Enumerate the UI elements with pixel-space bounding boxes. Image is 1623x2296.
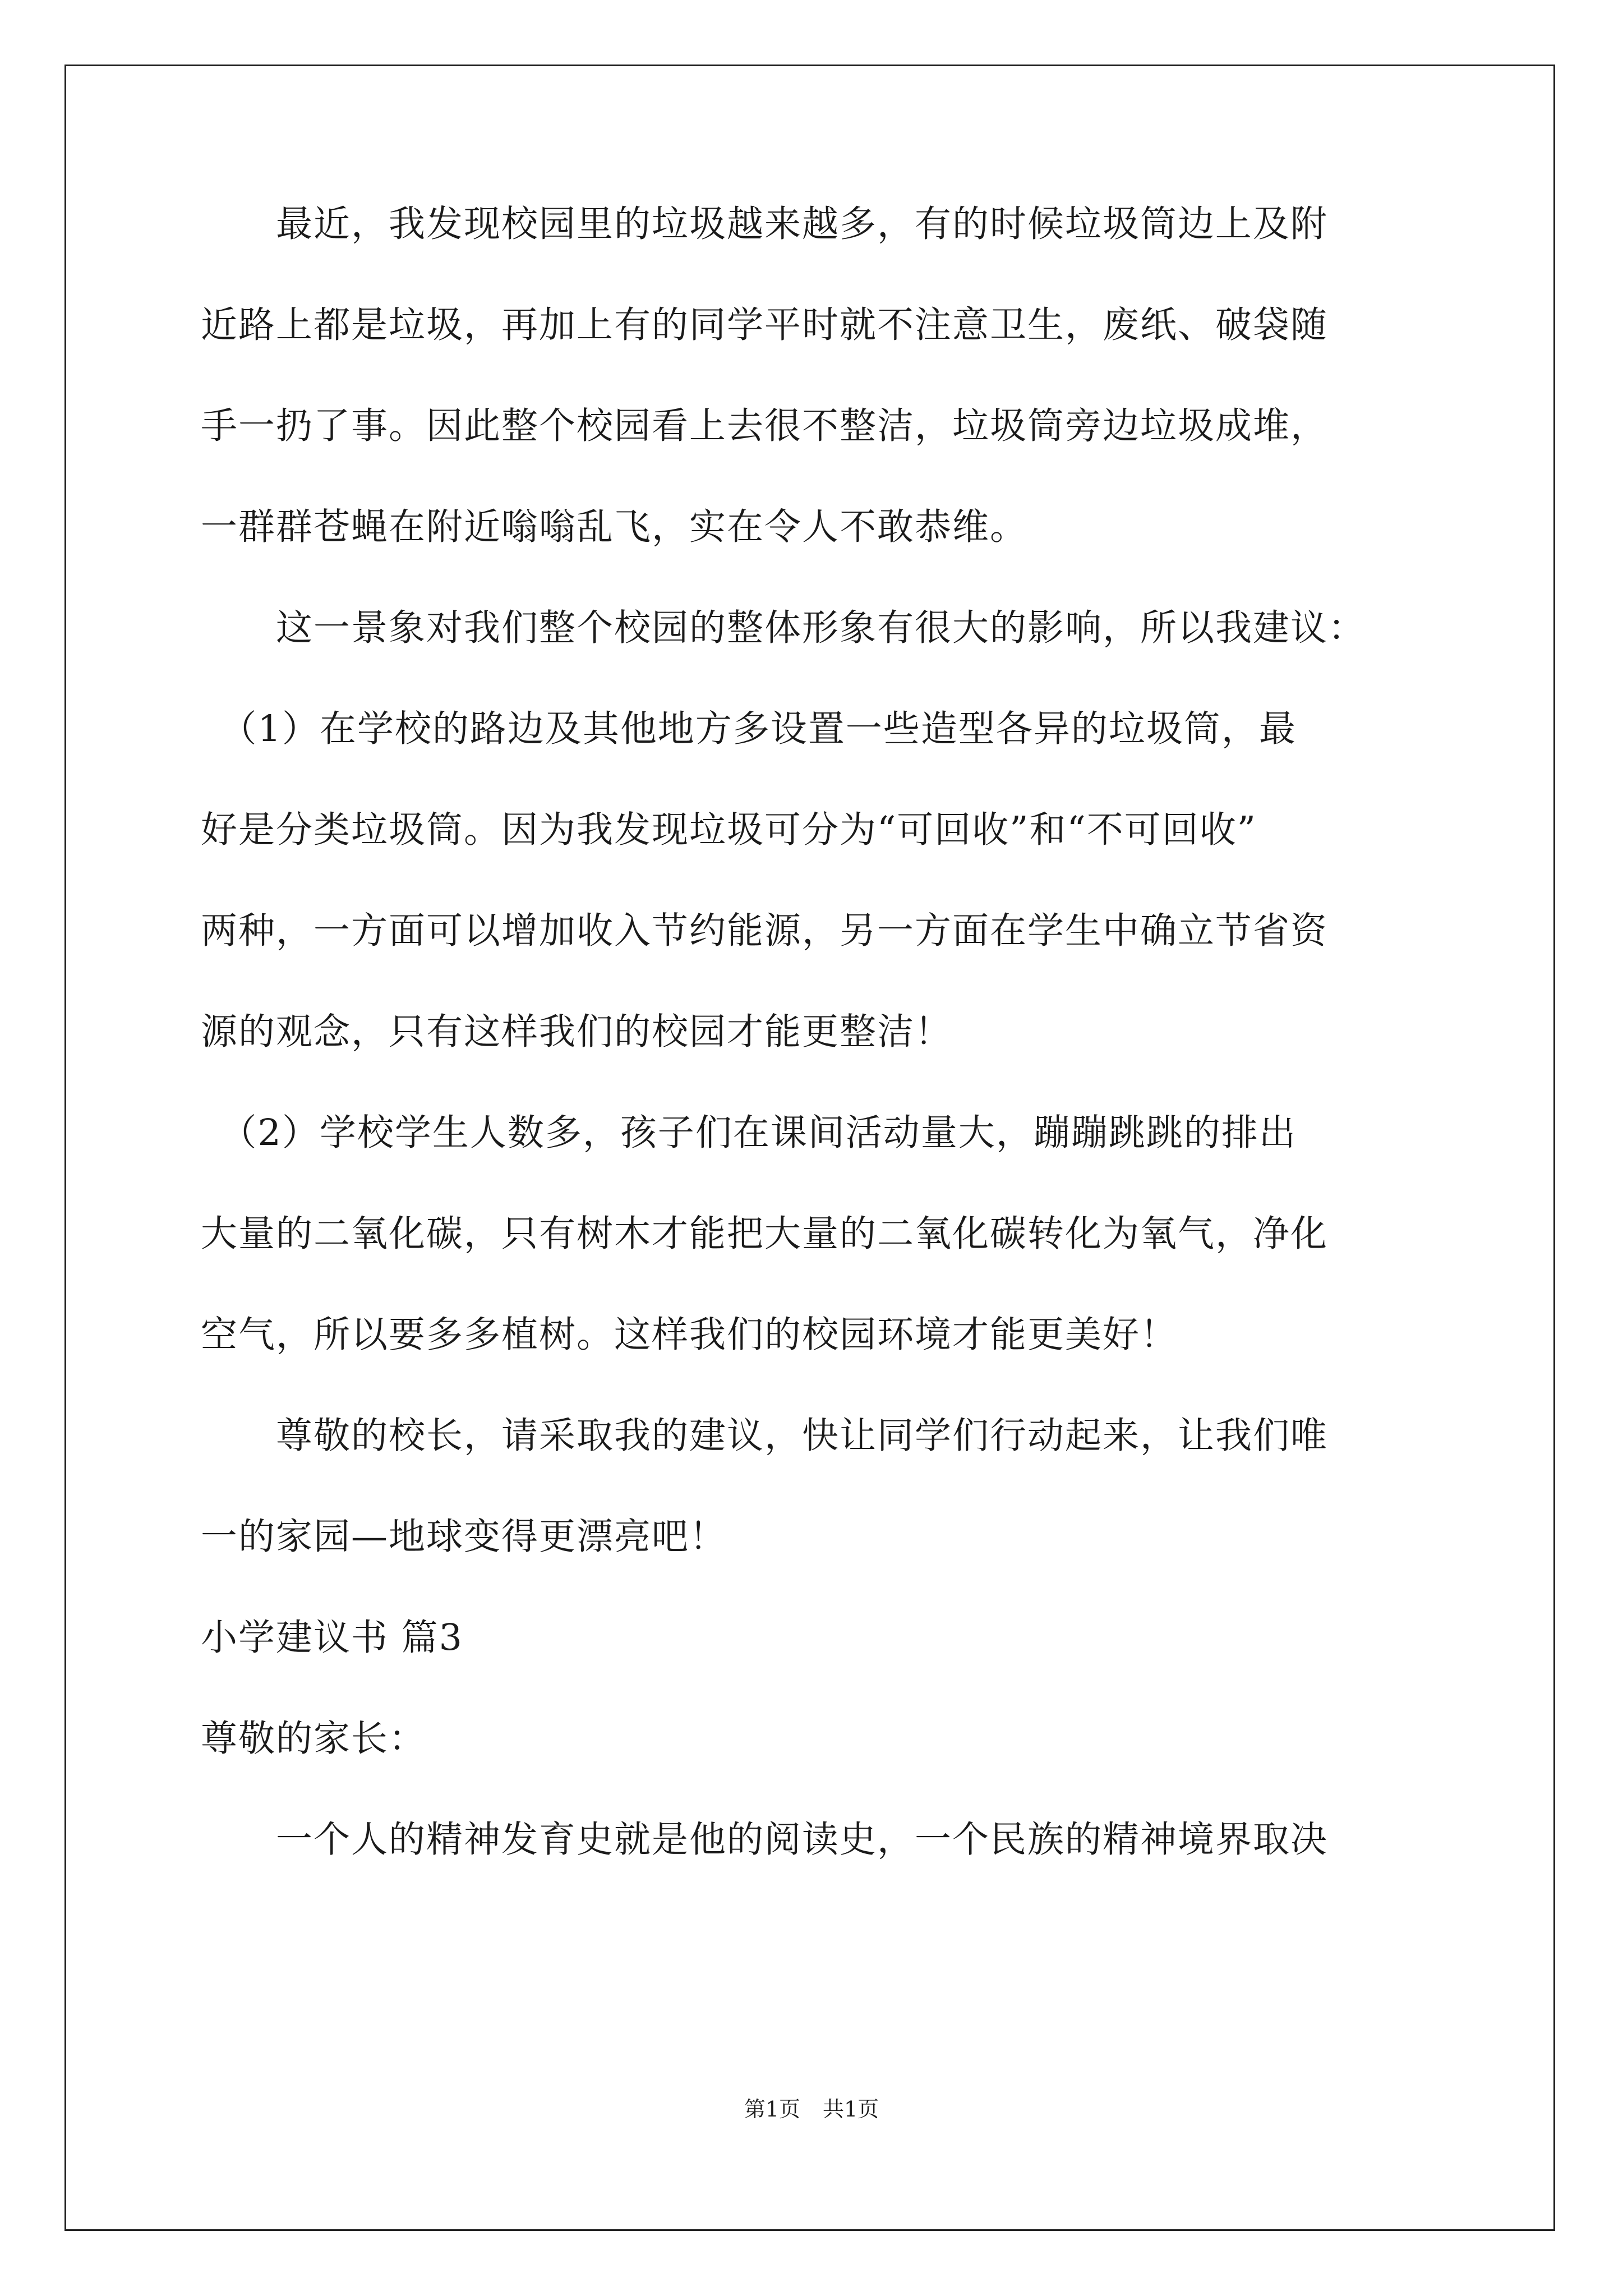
page-number: 第1页 xyxy=(744,2097,800,2122)
paragraph-line: 最近，我发现校园里的垃圾越来越多，有的时候垃圾筒边上及附 xyxy=(201,203,1329,245)
paragraph-line: 源的观念，只有这样我们的校园才能更整洁！ xyxy=(201,1011,953,1053)
page-footer xyxy=(0,2095,1623,2123)
paragraph-line: 一群群苍蝇在附近嗡嗡乱飞，实在令人不敢恭维。 xyxy=(201,506,1028,548)
paragraph-line: 空气，所以要多多植树。这样我们的校园环境才能更美好！ xyxy=(201,1314,1178,1356)
paragraph-line: 两种，一方面可以增加收入节约能源，另一方面在学生中确立节省资 xyxy=(201,910,1329,952)
salutation: 尊敬的家长： xyxy=(201,1718,427,1760)
paragraph-line: 这一景象对我们整个校园的整体形象有很大的影响，所以我建议： xyxy=(201,607,1366,649)
paragraph-line: （1）在学校的路边及其他地方多设置一些造型各异的垃圾筒，最 xyxy=(201,708,1297,750)
paragraph-line: （2）学校学生人数多，孩子们在课间活动量大，蹦蹦跳跳的排出 xyxy=(201,1112,1297,1154)
paragraph-line: 尊敬的校长，请采取我的建议，快让同学们行动起来，让我们唯 xyxy=(201,1415,1329,1457)
page-total: 共1页 xyxy=(823,2097,879,2122)
section-heading: 小学建议书 篇3 xyxy=(201,1617,464,1659)
paragraph-line: 一的家园—地球变得更漂亮吧！ xyxy=(201,1516,727,1558)
paragraph-line: 大量的二氧化碳，只有树木才能把大量的二氧化碳转化为氧气，净化 xyxy=(201,1213,1329,1255)
paragraph-line: 好是分类垃圾筒。因为我发现垃圾可分为“可回收”和“不可回收” xyxy=(201,809,1257,851)
paragraph-line: 一个人的精神发育史就是他的阅读史，一个民族的精神境界取决 xyxy=(201,1819,1329,1861)
paragraph-line: 手一扔了事。因此整个校园看上去很不整洁，垃圾筒旁边垃圾成堆， xyxy=(201,405,1329,447)
paragraph-line: 近路上都是垃圾，再加上有的同学平时就不注意卫生，废纸、破袋随 xyxy=(201,304,1329,346)
